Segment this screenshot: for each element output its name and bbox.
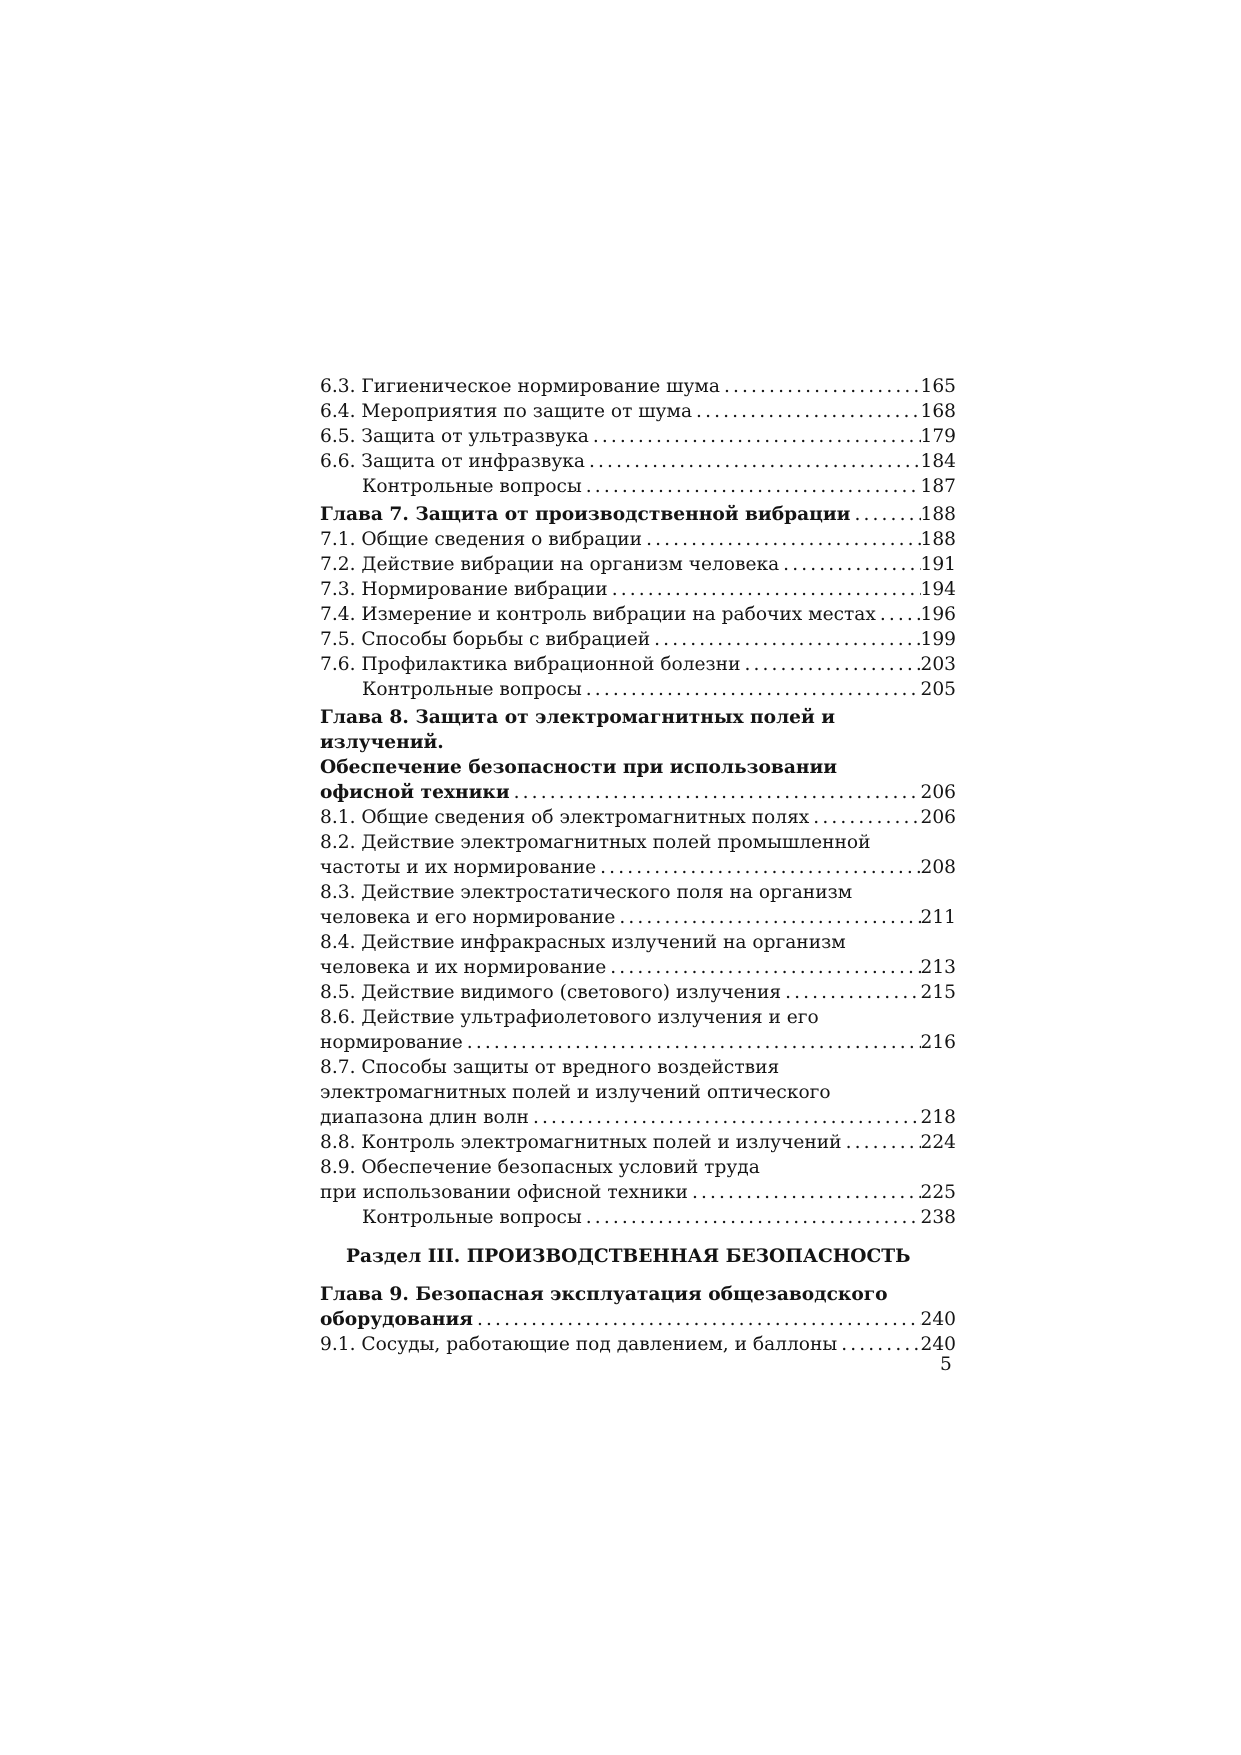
entry-page: 179 bbox=[920, 426, 956, 447]
toc-entry-7-3 bbox=[320, 577, 956, 602]
entry-title: 6.5. Защита от ультразвука bbox=[320, 426, 589, 447]
leader-dots bbox=[850, 502, 920, 527]
entry-title-line: 8.9. Обеспечение безопасных условий труда bbox=[320, 1157, 760, 1178]
leader-dots bbox=[692, 399, 920, 424]
entry-page: 188 bbox=[920, 529, 956, 550]
toc-entry-7-1 bbox=[320, 527, 956, 552]
entry-title: 8.5. Действие видимого (светового) излучения bbox=[320, 982, 782, 1003]
leader-dots bbox=[585, 449, 921, 474]
toc-entry-8-6 bbox=[320, 1005, 956, 1055]
entry-title: 6.3. Гигиеническое нормирование шума bbox=[320, 376, 720, 397]
toc-entry-review-questions bbox=[320, 677, 956, 702]
entry-title: 7.3. Нормирование вибрации bbox=[320, 579, 608, 600]
leader-dots bbox=[876, 602, 921, 627]
toc-entry-6-6 bbox=[320, 449, 956, 474]
page-number: 5 bbox=[940, 1354, 952, 1375]
entry-title: Контрольные вопросы bbox=[362, 1207, 582, 1228]
entry-page: 240 bbox=[920, 1309, 956, 1330]
entry-title: 7.2. Действие вибрации на организм человека bbox=[320, 554, 780, 575]
toc-entry-8-7 bbox=[320, 1055, 956, 1130]
leader-dots bbox=[650, 627, 920, 652]
entry-page: 203 bbox=[920, 654, 956, 675]
entry-page: 194 bbox=[920, 579, 956, 600]
entry-page: 224 bbox=[920, 1132, 956, 1153]
leader-dots bbox=[582, 474, 921, 499]
toc-entry-8-1 bbox=[320, 805, 956, 830]
entry-title: 9.1. Сосуды, работающие под давлением, и баллоны bbox=[320, 1334, 838, 1355]
leader-dots bbox=[606, 955, 920, 980]
entry-page: 199 bbox=[920, 629, 956, 650]
section-heading: Раздел III. ПРОИЗВОДСТВЕННАЯ БЕЗОПАСНОСТЬ bbox=[346, 1246, 911, 1267]
leader-dots bbox=[473, 1307, 920, 1332]
leader-dots bbox=[582, 1205, 921, 1230]
entry-title: 7.1. Общие сведения о вибрации bbox=[320, 529, 643, 550]
toc-entry-review-questions bbox=[320, 1205, 956, 1230]
toc-chapter-7 bbox=[320, 502, 956, 527]
toc-entry-8-4 bbox=[320, 930, 956, 980]
leader-dots bbox=[589, 424, 921, 449]
entry-title-line: человека и его нормирование bbox=[320, 907, 616, 928]
toc-entry-6-4 bbox=[320, 399, 956, 424]
entry-title-line: 8.2. Действие электромагнитных полей промышленной bbox=[320, 832, 871, 853]
entry-title-line: диапазона длин волн bbox=[320, 1107, 529, 1128]
toc-entry-8-5 bbox=[320, 980, 956, 1005]
toc-entry-8-9 bbox=[320, 1155, 956, 1205]
leader-dots bbox=[779, 552, 920, 577]
toc-chapter-8 bbox=[320, 705, 956, 805]
leader-dots bbox=[615, 905, 920, 930]
entry-title-line: при использовании офисной техники bbox=[320, 1182, 688, 1203]
toc-entry-7-5 bbox=[320, 627, 956, 652]
entry-page: 205 bbox=[920, 679, 956, 700]
entry-page: 206 bbox=[920, 807, 956, 828]
toc-entry-6-3 bbox=[320, 374, 956, 399]
entry-page: 188 bbox=[920, 504, 956, 525]
entry-title-line: частоты и их нормирование bbox=[320, 857, 597, 878]
leader-dots bbox=[529, 1105, 921, 1130]
chapter-title-line: Обеспечение безопасности при использовании bbox=[320, 757, 838, 778]
toc-entry-6-5 bbox=[320, 424, 956, 449]
toc-entry-7-2 bbox=[320, 552, 956, 577]
entry-title-line: 8.6. Действие ультрафиолетового излучения и его bbox=[320, 1007, 819, 1028]
entry-page: 225 bbox=[920, 1182, 956, 1203]
leader-dots bbox=[582, 677, 921, 702]
leader-dots bbox=[837, 1332, 920, 1357]
toc-entry-7-6 bbox=[320, 652, 956, 677]
toc-entry-8-8 bbox=[320, 1130, 956, 1155]
entry-page: 218 bbox=[920, 1107, 956, 1128]
leader-dots bbox=[510, 780, 921, 805]
entry-page: 168 bbox=[920, 401, 956, 422]
entry-title: 6.4. Мероприятия по защите от шума bbox=[320, 401, 693, 422]
leader-dots bbox=[842, 1130, 921, 1155]
entry-page: 215 bbox=[920, 982, 956, 1003]
entry-title: Контрольные вопросы bbox=[362, 679, 582, 700]
entry-title: Контрольные вопросы bbox=[362, 476, 582, 497]
chapter-title-line: офисной техники bbox=[320, 782, 510, 803]
chapter-title: Глава 7. Защита от производственной вибрации bbox=[320, 504, 851, 525]
toc-entry-review-questions bbox=[320, 474, 956, 499]
entry-title-line: нормирование bbox=[320, 1032, 463, 1053]
leader-dots bbox=[608, 577, 921, 602]
entry-title: 6.6. Защита от инфразвука bbox=[320, 451, 585, 472]
entry-page: 208 bbox=[920, 857, 956, 878]
table-of-contents bbox=[320, 374, 956, 1357]
entry-title-line: 8.7. Способы защиты от вредного воздействия bbox=[320, 1057, 780, 1078]
chapter-title-line: оборудования bbox=[320, 1309, 474, 1330]
entry-title: 7.4. Измерение и контроль вибрации на рабочих местах bbox=[320, 604, 876, 625]
entry-title: 8.1. Общие сведения об электромагнитных полях bbox=[320, 807, 810, 828]
toc-entry-8-3 bbox=[320, 880, 956, 930]
entry-page: 213 bbox=[920, 957, 956, 978]
chapter-title-line: Глава 9. Безопасная эксплуатация общезаводского bbox=[320, 1284, 888, 1305]
leader-dots bbox=[809, 805, 920, 830]
toc-chapter-9 bbox=[320, 1282, 956, 1332]
entry-page: 240 bbox=[920, 1334, 956, 1355]
entry-title: 8.8. Контроль электромагнитных полей и излучений bbox=[320, 1132, 842, 1153]
entry-page: 165 bbox=[920, 376, 956, 397]
leader-dots bbox=[720, 374, 921, 399]
chapter-title-line: Глава 8. Защита от электромагнитных полей и излучений. bbox=[320, 707, 836, 753]
leader-dots bbox=[596, 855, 920, 880]
entry-page: 187 bbox=[920, 476, 956, 497]
entry-title-line: человека и их нормирование bbox=[320, 957, 607, 978]
entry-title: 7.5. Способы борьбы с вибрацией bbox=[320, 629, 651, 650]
entry-title: 7.6. Профилактика вибрационной болезни bbox=[320, 654, 741, 675]
entry-page: 196 bbox=[920, 604, 956, 625]
entry-page: 206 bbox=[920, 782, 956, 803]
leader-dots bbox=[642, 527, 920, 552]
toc-entry-7-4 bbox=[320, 602, 956, 627]
leader-dots bbox=[740, 652, 920, 677]
entry-title-line: электромагнитных полей и излучений оптического bbox=[320, 1082, 831, 1103]
entry-page: 238 bbox=[920, 1207, 956, 1228]
leader-dots bbox=[463, 1030, 921, 1055]
toc-entry-9-1 bbox=[320, 1332, 956, 1357]
entry-page: 184 bbox=[920, 451, 956, 472]
entry-page: 211 bbox=[920, 907, 956, 928]
entry-page: 216 bbox=[920, 1032, 956, 1053]
leader-dots bbox=[688, 1180, 921, 1205]
entry-title-line: 8.4. Действие инфракрасных излучений на организм bbox=[320, 932, 846, 953]
leader-dots bbox=[781, 980, 920, 1005]
entry-page: 191 bbox=[920, 554, 956, 575]
toc-entry-8-2 bbox=[320, 830, 956, 880]
entry-title-line: 8.3. Действие электростатического поля на организм bbox=[320, 882, 853, 903]
